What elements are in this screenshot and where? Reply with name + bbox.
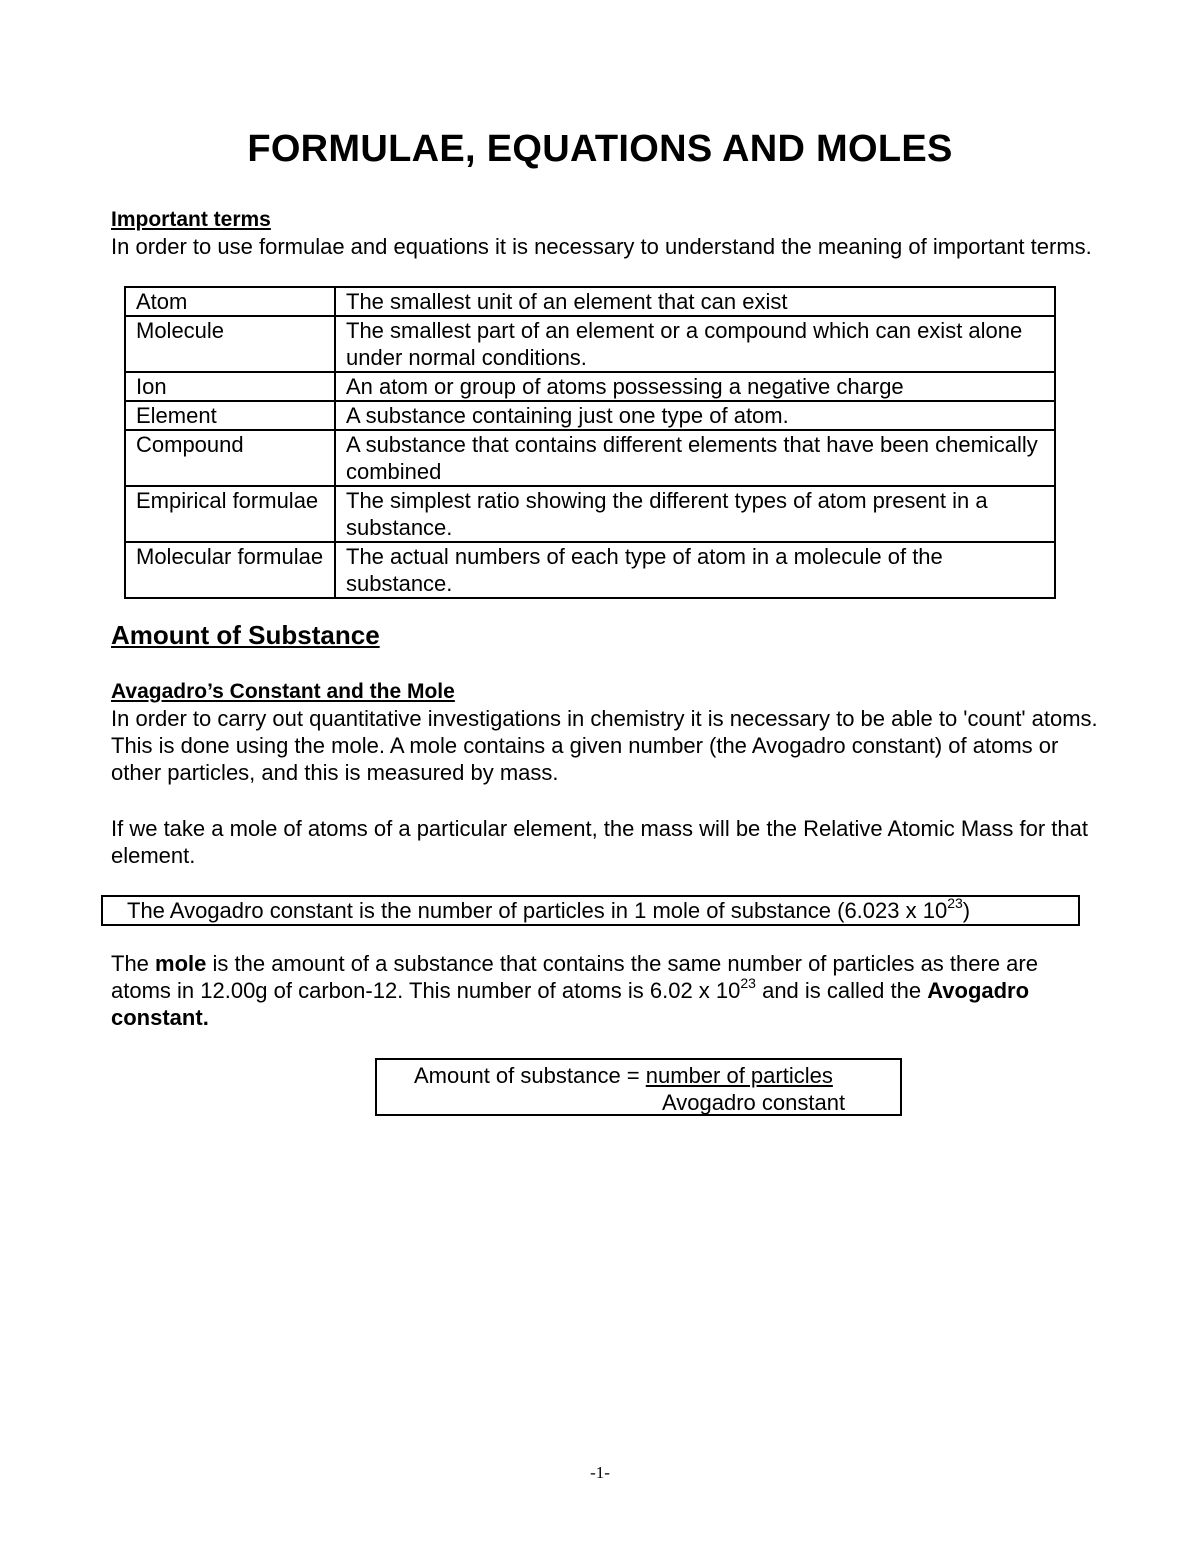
table-row <box>125 486 1055 542</box>
mole-definition-paragraph <box>111 950 1101 1031</box>
table-row <box>125 542 1055 598</box>
mole-paragraph-1: In order to carry out quantitative investigations in chemistry it is necessary to be able to 'count' atoms. This is done using the mole. A mole contains a given number (the Avogadro constant) of atoms or other particles, and this is measured by mass. <box>111 706 1098 785</box>
formula-numerator-line <box>414 1062 833 1089</box>
page-title: FORMULAE, EQUATIONS AND MOLES <box>247 128 953 170</box>
avogadro-definition-box <box>101 895 1080 926</box>
mole-def-bold-mole: mole <box>155 951 207 976</box>
amount-of-substance-heading: Amount of Substance <box>111 620 380 650</box>
formula-numerator: number of particles <box>645 1063 833 1088</box>
avogadro-exponent: 23 <box>947 894 963 911</box>
mole-def-text-4: . <box>202 1005 209 1030</box>
definition-cell: The smallest unit of an element that can exist <box>335 287 1055 316</box>
avogadro-close: ) <box>962 898 971 923</box>
term-cell: Ion <box>125 372 335 401</box>
definition-cell: The simplest ratio showing the different types of atom present in a substance. <box>335 486 1055 542</box>
term-cell: Molecular formulae <box>125 542 335 598</box>
mole-section-heading: Avagadro’s Constant and the Mole <box>111 680 455 703</box>
mole-def-text-2: is the amount of a substance that contains the same number of particles as there are atoms in 12.00g of carbon-12. This number of atoms is 6.02 x 10 <box>111 951 1038 1003</box>
important-terms-section <box>111 206 1101 260</box>
term-cell: Atom <box>125 287 335 316</box>
important-terms-heading: Important terms <box>111 208 271 231</box>
definition-cell: A substance that contains different elements that have been chemically combined <box>335 430 1055 486</box>
avogadro-definition-text: The Avogadro constant is the number of particles in 1 mole of substance (6.023 x 10 <box>127 898 948 923</box>
table-row <box>125 401 1055 430</box>
amount-formula-box <box>375 1058 902 1116</box>
mole-def-bold-avogadro: Avogadro constant <box>111 978 1030 1030</box>
table-row <box>125 372 1055 401</box>
formula-lhs: Amount of substance = <box>414 1063 646 1088</box>
term-cell: Molecule <box>125 316 335 372</box>
table-row <box>125 287 1055 316</box>
page-number: -1- <box>590 1463 610 1482</box>
definition-cell: A substance containing just one type of atom. <box>335 401 1055 430</box>
mole-def-exponent: 23 <box>740 974 756 991</box>
formula-denominator: Avogadro constant <box>662 1090 846 1115</box>
term-cell: Element <box>125 401 335 430</box>
table-row <box>125 430 1055 486</box>
term-cell: Empirical formulae <box>125 486 335 542</box>
terms-table <box>124 286 1056 599</box>
mole-def-text-1: The <box>111 951 156 976</box>
mole-section <box>111 678 1101 786</box>
mole-paragraph-2: If we take a mole of atoms of a particular element, the mass will be the Relative Atomic Mass for that element. <box>111 816 1088 868</box>
definition-cell: The smallest part of an element or a compound which can exist alone under normal conditions. <box>335 316 1055 372</box>
definition-cell: The actual numbers of each type of atom in a molecule of the substance. <box>335 542 1055 598</box>
mole-def-text-3: and is called the <box>755 978 928 1003</box>
definition-cell: An atom or group of atoms possessing a negative charge <box>335 372 1055 401</box>
term-cell: Compound <box>125 430 335 486</box>
important-terms-intro: In order to use formulae and equations it is necessary to understand the meaning of important terms. <box>111 234 1092 259</box>
table-row <box>125 316 1055 372</box>
